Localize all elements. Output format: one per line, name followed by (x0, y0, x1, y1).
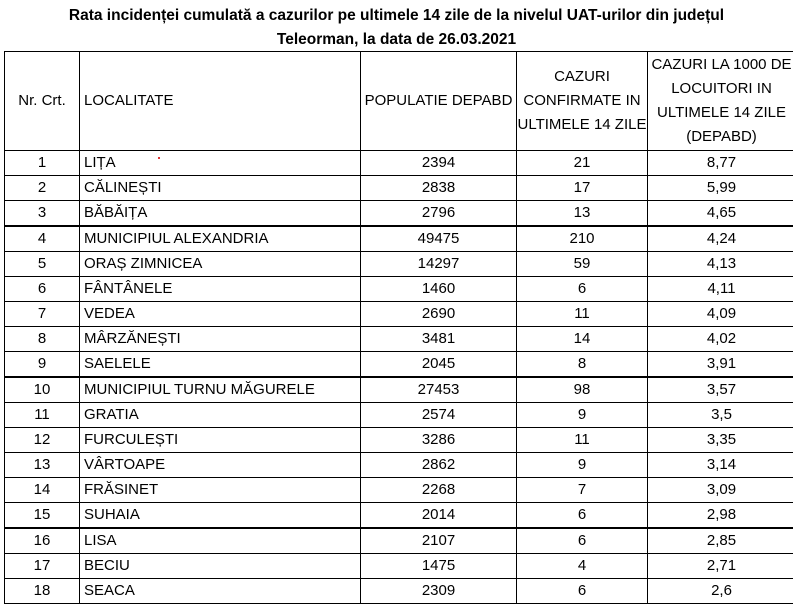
row-rata: 3,91 (648, 352, 793, 378)
row-nr: 8 (5, 327, 80, 352)
row-cazuri: 210 (517, 226, 648, 252)
row-localitate: VÂRTOAPE (80, 453, 361, 478)
row-populatie: 2796 (361, 201, 517, 227)
row-localitate: GRATIA (80, 403, 361, 428)
row-populatie: 2268 (361, 478, 517, 503)
row-localitate: BECIU (80, 554, 361, 579)
row-cazuri: 6 (517, 503, 648, 529)
row-cazuri: 6 (517, 277, 648, 302)
table-row (5, 453, 793, 478)
document-title (0, 4, 793, 52)
row-rata: 3,57 (648, 377, 793, 403)
row-localitate: ORAȘ ZIMNICEA (80, 252, 361, 277)
row-localitate: SEACA (80, 579, 361, 604)
row-cazuri: 9 (517, 453, 648, 478)
title-line-2: Teleorman, la data de 26.03.2021 (0, 28, 793, 52)
row-populatie: 2862 (361, 453, 517, 478)
row-rata: 2,71 (648, 554, 793, 579)
row-cazuri: 7 (517, 478, 648, 503)
row-cazuri: 59 (517, 252, 648, 277)
table-row (5, 554, 793, 579)
table-row (5, 302, 793, 327)
header-nr: Nr. Crt. (5, 52, 80, 151)
row-populatie: 2309 (361, 579, 517, 604)
row-nr: 9 (5, 352, 80, 378)
row-localitate: LISA (80, 528, 361, 554)
row-nr: 4 (5, 226, 80, 252)
row-rata: 3,5 (648, 403, 793, 428)
table-row (5, 428, 793, 453)
row-localitate: SUHAIA (80, 503, 361, 529)
row-rata: 3,35 (648, 428, 793, 453)
incidence-table (4, 51, 793, 604)
row-cazuri: 9 (517, 403, 648, 428)
table-row (5, 252, 793, 277)
row-rata: 4,02 (648, 327, 793, 352)
header-rata: CAZURI LA 1000 DE LOCUITORI IN ULTIMELE 14 ZILE (DEPABD) (648, 52, 793, 151)
header-populatie: POPULATIE DEPABD (361, 52, 517, 151)
header-localitate: LOCALITATE (80, 52, 361, 151)
row-localitate: BĂBĂIȚA (80, 201, 361, 227)
table-row (5, 277, 793, 302)
row-rata: 3,14 (648, 453, 793, 478)
row-populatie: 2394 (361, 151, 517, 176)
row-populatie: 2690 (361, 302, 517, 327)
row-populatie: 2107 (361, 528, 517, 554)
table-row (5, 201, 793, 227)
row-rata: 2,85 (648, 528, 793, 554)
table-row (5, 151, 793, 176)
row-cazuri: 21 (517, 151, 648, 176)
row-rata: 4,24 (648, 226, 793, 252)
table-row (5, 176, 793, 201)
table-row (5, 403, 793, 428)
row-localitate: VEDEA (80, 302, 361, 327)
table-row (5, 377, 793, 403)
row-nr: 3 (5, 201, 80, 227)
header-cazuri: CAZURI CONFIRMATE IN ULTIMELE 14 ZILE (517, 52, 648, 151)
row-populatie: 2838 (361, 176, 517, 201)
row-populatie: 3286 (361, 428, 517, 453)
row-populatie: 2045 (361, 352, 517, 378)
row-rata: 4,65 (648, 201, 793, 227)
row-nr: 5 (5, 252, 80, 277)
table-row (5, 478, 793, 503)
row-nr: 15 (5, 503, 80, 529)
row-nr: 16 (5, 528, 80, 554)
row-nr: 12 (5, 428, 80, 453)
row-nr: 17 (5, 554, 80, 579)
row-rata: 5,99 (648, 176, 793, 201)
header-row (5, 52, 793, 151)
row-rata: 3,09 (648, 478, 793, 503)
row-localitate: FRĂSINET (80, 478, 361, 503)
row-cazuri: 6 (517, 528, 648, 554)
row-localitate: LIȚA (80, 151, 361, 176)
row-rata: 2,6 (648, 579, 793, 604)
row-populatie: 2574 (361, 403, 517, 428)
row-populatie: 14297 (361, 252, 517, 277)
table-row (5, 226, 793, 252)
title-line-1: Rata incidenței cumulată a cazurilor pe ultimele 14 zile de la nivelul UAT-urilor din județul (0, 4, 793, 28)
table-row (5, 352, 793, 378)
row-populatie: 1475 (361, 554, 517, 579)
row-nr: 14 (5, 478, 80, 503)
row-cazuri: 14 (517, 327, 648, 352)
row-nr: 18 (5, 579, 80, 604)
row-localitate: CĂLINEȘTI (80, 176, 361, 201)
row-populatie: 1460 (361, 277, 517, 302)
row-cazuri: 17 (517, 176, 648, 201)
table-row (5, 503, 793, 529)
row-localitate: FÂNTÂNELE (80, 277, 361, 302)
row-localitate: SAELELE (80, 352, 361, 378)
row-populatie: 3481 (361, 327, 517, 352)
row-cazuri: 13 (517, 201, 648, 227)
row-nr: 10 (5, 377, 80, 403)
row-rata: 4,09 (648, 302, 793, 327)
row-nr: 13 (5, 453, 80, 478)
row-populatie: 49475 (361, 226, 517, 252)
row-rata: 4,13 (648, 252, 793, 277)
row-cazuri: 8 (517, 352, 648, 378)
row-localitate: MÂRZĂNEȘTI (80, 327, 361, 352)
row-rata: 2,98 (648, 503, 793, 529)
row-rata: 4,11 (648, 277, 793, 302)
row-cazuri: 11 (517, 302, 648, 327)
row-cazuri: 4 (517, 554, 648, 579)
row-cazuri: 6 (517, 579, 648, 604)
row-localitate: FURCULEȘTI (80, 428, 361, 453)
row-nr: 2 (5, 176, 80, 201)
red-mark (158, 157, 160, 159)
row-rata: 8,77 (648, 151, 793, 176)
row-nr: 11 (5, 403, 80, 428)
row-populatie: 2014 (361, 503, 517, 529)
row-populatie: 27453 (361, 377, 517, 403)
row-cazuri: 11 (517, 428, 648, 453)
table-row (5, 327, 793, 352)
row-nr: 1 (5, 151, 80, 176)
table-row (5, 579, 793, 604)
table-row (5, 528, 793, 554)
row-nr: 7 (5, 302, 80, 327)
row-localitate: MUNICIPIUL ALEXANDRIA (80, 226, 361, 252)
row-localitate: MUNICIPIUL TURNU MĂGURELE (80, 377, 361, 403)
row-nr: 6 (5, 277, 80, 302)
row-cazuri: 98 (517, 377, 648, 403)
